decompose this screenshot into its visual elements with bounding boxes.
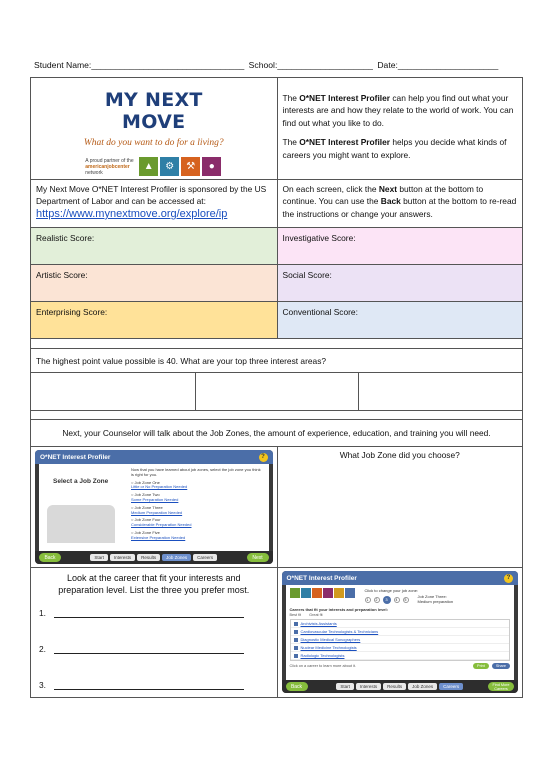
zone-selector	[365, 595, 458, 604]
sponsor-row	[31, 179, 522, 227]
logo-bottom	[75, 157, 232, 176]
interest-answer-2[interactable]	[195, 373, 359, 410]
job-zone-option[interactable]	[131, 506, 265, 516]
instructions-cell: On each screen, click the Next button at the bottom to continue. You can use the Back button at the bottom to re-read the instructions or change your answers.	[277, 180, 523, 227]
school-label[interactable]: School:____________________	[248, 60, 373, 70]
careers-screenshot	[282, 571, 519, 693]
ss1-intro: Now that you have learned about job zones, select the job zone you think is right for you.	[131, 467, 261, 477]
job-zone-option-label: Job Zone Two	[134, 492, 160, 498]
zone-4-button[interactable]: 4	[394, 597, 400, 603]
career-screenshot-cell	[277, 568, 523, 697]
job-zone-row	[31, 446, 522, 567]
fit-icon	[294, 630, 298, 634]
intro-text-cell	[277, 78, 523, 179]
help-icon: ?	[504, 574, 513, 583]
radio-icon[interactable]: ○	[131, 492, 135, 498]
ss2-nav-results[interactable]: Results	[383, 683, 406, 690]
zone-5-button[interactable]: 5	[403, 597, 409, 603]
score-row-2	[31, 264, 522, 301]
ss2-change-label: Click to change your job zone:	[364, 588, 419, 593]
logo-tagline: What do you want to do for a living?	[83, 138, 224, 148]
career-result-link[interactable]: Diagnostic Medical Sonographers	[300, 637, 361, 642]
zone-3-button[interactable]: 3	[383, 596, 391, 604]
job-zone-option[interactable]	[131, 481, 265, 491]
ss2-nav-start[interactable]: Start	[336, 683, 354, 690]
ss1-nav-bar	[35, 551, 273, 564]
job-zone-option-link[interactable]: Medium Preparation Needed	[131, 509, 183, 515]
grad-cap-icon: ▲	[139, 157, 158, 176]
job-zone-question: What Job Zone did you choose?	[339, 450, 460, 460]
ss1-nav-job-zones[interactable]: Job Zones	[162, 554, 191, 561]
score-row-3	[31, 301, 522, 338]
job-zone-option-label: Job Zone Three	[134, 504, 163, 510]
top-three-answers-row	[31, 372, 522, 410]
artistic-score-field[interactable]: Artistic Score:	[31, 265, 277, 301]
radio-icon[interactable]: ○	[131, 517, 135, 523]
worksheet-table	[30, 77, 523, 698]
zone-1-button[interactable]: 1	[365, 597, 371, 603]
ss2-nav-job-zones[interactable]: Job Zones	[408, 683, 437, 690]
fit-icon	[294, 654, 298, 658]
spacer-row-2	[31, 410, 522, 419]
ss2-back-button[interactable]: Back	[286, 682, 308, 691]
conventional-score-field[interactable]: Conventional Score:	[277, 302, 523, 338]
job-zone-option[interactable]	[131, 518, 265, 528]
robot-icon: ●	[202, 157, 221, 176]
partner-line1: A proud partner of the	[85, 157, 134, 164]
social-score-field[interactable]: Social Score:	[277, 265, 523, 301]
career-result-row[interactable]	[291, 660, 510, 661]
career-result-link[interactable]: Cardiovascular Technologists & Technicians	[300, 629, 379, 634]
job-zone-intro-row	[31, 419, 522, 446]
job-zone-screenshot	[35, 450, 273, 564]
ss2-nav-careers[interactable]: Careers	[439, 683, 463, 690]
spacer-row-1	[31, 338, 522, 348]
radio-icon[interactable]: ○	[131, 479, 135, 485]
ss1-nav-results[interactable]: Results	[137, 554, 160, 561]
career-result-link[interactable]: Radiologic Technologists	[300, 653, 345, 658]
career-result-row[interactable]	[291, 652, 510, 660]
partner-name: americanjobcenter	[85, 163, 130, 170]
career-line-1[interactable]: 1.	[39, 608, 273, 618]
wrench-icon: ⚙	[160, 157, 179, 176]
logo-cell	[31, 78, 277, 179]
ss1-brand: O*NET Interest Profiler	[40, 453, 111, 461]
job-zone-intro: Next, your Counselor will talk about the Job Zones, the amount of experience, education, and training you will need.	[62, 428, 491, 438]
career-line-2[interactable]: 2.	[39, 644, 273, 654]
job-zone-answer-cell[interactable]	[277, 447, 523, 567]
radio-icon[interactable]: ○	[131, 504, 135, 510]
enterprising-score-field[interactable]: Enterprising Score:	[31, 302, 277, 338]
ss1-next-button[interactable]: Next	[247, 553, 269, 562]
people-illustration	[47, 505, 115, 543]
fit-icon	[294, 638, 298, 642]
my-next-move-logo	[75, 89, 232, 175]
job-zone-option-link[interactable]: Little or No Preparation Needed	[131, 484, 188, 490]
ss1-header	[35, 450, 273, 464]
top-three-question-row	[31, 348, 522, 372]
career-results-list	[290, 619, 511, 661]
ss1-back-button[interactable]: Back	[39, 553, 61, 562]
ss2-list-heading: Careers that fit your interests and preparation level:	[289, 607, 388, 612]
logo-title: MY NEXT MOVE	[104, 89, 203, 133]
career-result-link[interactable]: Nuclear Medicine Technologists	[300, 645, 357, 650]
job-zone-screenshot-cell	[31, 447, 277, 567]
interest-color-tiles	[290, 588, 355, 598]
career-result-link[interactable]: Archivists Assistants	[300, 621, 337, 626]
job-zone-option-label: Job Zone Four	[134, 517, 161, 523]
sponsor-cell	[31, 180, 277, 227]
career-result-row[interactable]	[291, 620, 510, 628]
investigative-score-field[interactable]: Investigative Score:	[277, 228, 523, 264]
ss1-nav-careers[interactable]: Careers	[193, 554, 217, 561]
job-zone-option[interactable]	[131, 493, 265, 503]
job-zone-option-link[interactable]: Some Preparation Needed	[131, 496, 179, 502]
ss2-nav-bar	[282, 680, 519, 693]
career-prompt: Look at the career that fit your interests and preparation level. List the three you prefer most.	[58, 573, 250, 596]
ss2-header	[282, 571, 519, 585]
fit-icon	[294, 622, 298, 626]
find-more-careers-button[interactable]: Find More Careers	[488, 682, 514, 691]
zone-2-button[interactable]: 2	[374, 597, 380, 603]
intro-paragraph-2: The O*NET Interest Profiler helps you decide what kinds of careers you might want to explore.	[282, 137, 507, 160]
ss1-nav-start[interactable]: Start	[90, 554, 108, 561]
job-zone-option-label: Job Zone Five	[134, 529, 160, 535]
career-line-3[interactable]: 3.	[39, 680, 273, 690]
sponsor-text: My Next Move O*NET Interest Profiler is sponsored by the US Department of Labor and can be accessed at:	[36, 184, 267, 207]
zone-caption: Job Zone Three: Medium preparation	[417, 594, 454, 604]
careers-row	[31, 567, 522, 697]
ss2-body	[286, 585, 515, 680]
intro-row	[31, 78, 522, 179]
career-list-cell	[31, 568, 277, 697]
ss2-nav-interests[interactable]: Interests	[356, 683, 381, 690]
share-button[interactable]: Share	[492, 663, 510, 669]
interest-answer-1[interactable]	[31, 373, 195, 410]
ss2-brand: O*NET Interest Profiler	[286, 574, 357, 582]
partner-line3: network	[85, 169, 103, 176]
realistic-score-field[interactable]: Realistic Score:	[31, 228, 277, 264]
fit-icon	[294, 646, 298, 650]
job-zone-option-link[interactable]: Extensive Preparation Needed	[131, 534, 186, 540]
career-result-row[interactable]	[291, 628, 510, 636]
tools-icon: ⚒	[181, 157, 200, 176]
best-fit-legend: Best fit	[289, 613, 302, 617]
ss1-nav-interests[interactable]: Interests	[110, 554, 135, 561]
job-zone-option[interactable]	[131, 531, 265, 541]
ss1-heading: Select a Job Zone	[53, 478, 109, 485]
ss2-footer-hint: Click on a career to learn more about it.	[289, 664, 356, 668]
interest-profiler-link[interactable]: https://www.mynextmove.org/explore/ip	[36, 207, 228, 220]
print-button[interactable]: Print	[473, 663, 489, 669]
job-zone-option-label: Job Zone One	[134, 479, 160, 485]
radio-icon[interactable]: ○	[131, 529, 135, 535]
student-name-label[interactable]: Student Name:________________________________	[34, 60, 245, 70]
career-result-row[interactable]	[291, 644, 510, 652]
intro-paragraph-1: The O*NET Interest Profiler can help you find out what your interests are and how they relate to the world of work. You can find out what you like to do.	[282, 93, 514, 128]
ss1-body	[39, 464, 269, 551]
career-result-row[interactable]	[291, 636, 510, 644]
interest-answer-3[interactable]	[358, 373, 522, 410]
great-fit-legend: Great fit	[309, 613, 323, 617]
top-three-question: The highest point value possible is 40. What are your top three interest areas?	[36, 356, 327, 366]
score-row-1	[31, 227, 522, 264]
job-zone-option-link[interactable]: Considerable Preparation Needed	[131, 522, 192, 528]
header-line	[34, 60, 524, 70]
date-label[interactable]: Date:_____________________	[377, 60, 499, 70]
partner-text	[85, 158, 137, 176]
help-icon: ?	[259, 453, 268, 462]
